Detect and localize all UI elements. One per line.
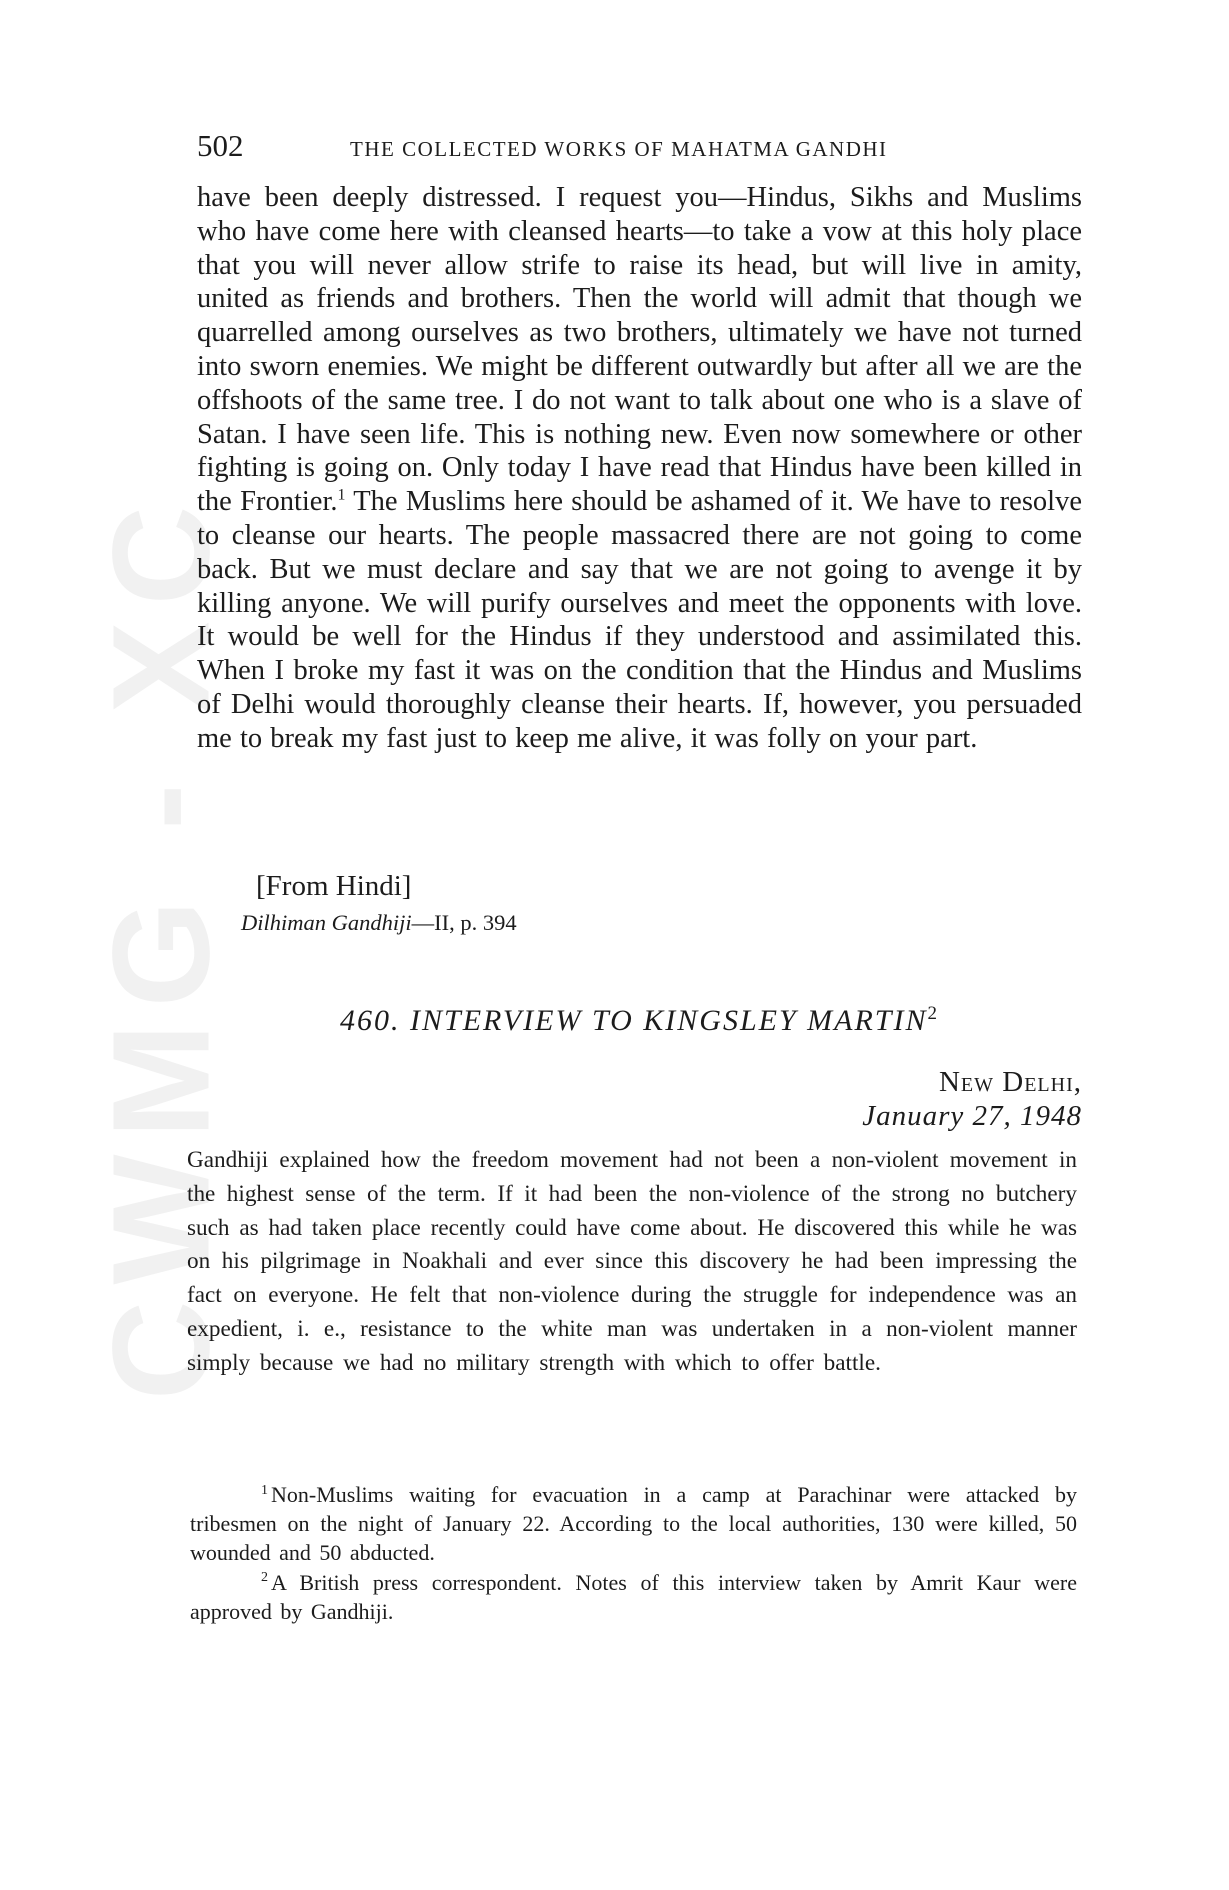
footnote-ref-1: 1 <box>337 486 346 504</box>
source-citation <box>241 910 517 936</box>
article-heading <box>197 1004 1082 1038</box>
interview-paragraph: Gandhiji explained how the freedom movement had not been a non-violent movement in the highest sense of the term. If it had been the non-violence of the strong no butchery such as had taken place recently could have come about. He discovered this while he was on his pilgrimage in Noakhali and ever since this discovery he had been impressing the fact on everyone. He felt that non-violence during the struggle for independence was an expedient, i. e., resistance to the white man was undertaken in a non-violent manner simply because we had no military strength with which to offer battle. <box>187 1147 1077 1376</box>
speech-text-part-1: have been deeply distressed. I request you—Hindus, Sikhs and Muslims who have come here with cleansed hearts—to take a vow at this holy place that you will never allow strife to raise its head, but will live in amity, united as friends and brothers. Then the world will admit that though we quarrelled among ourselves as two brothers, ultimately we have not turned into sworn enemies. We might be different outwardly but after all we are the offshoots of the same tree. I do not want to talk about one who is a slave of Satan. I have seen life. This is nothing new. Even now somewhere or other fighting is going on. Only today I have read that Hindus have been killed in the Frontier. <box>197 182 1082 518</box>
speech-paragraph <box>197 181 1082 756</box>
watermark-text: CWMG - XC <box>84 489 239 1401</box>
footnote-1-mark: 1 <box>261 1482 268 1498</box>
article-heading-text: 460. INTERVIEW TO KINGSLEY MARTIN <box>340 1004 928 1037</box>
citation-page: —II, p. 394 <box>411 910 517 935</box>
dateline-place: New Delhi, <box>938 1066 1082 1098</box>
running-head <box>197 128 1082 168</box>
footnotes <box>190 1480 1077 1626</box>
page-number: 502 <box>197 128 244 163</box>
footnote-2 <box>190 1568 1077 1626</box>
citation-title: Dilhiman Gandhiji <box>241 910 412 935</box>
footnote-2-mark: 2 <box>261 1570 268 1586</box>
book-title: THE COLLECTED WORKS OF MAHATMA GANDHI <box>350 137 888 161</box>
source-language-note: [From Hindi] <box>256 870 412 902</box>
dateline-date: January 27, 1948 <box>862 1100 1082 1132</box>
footnote-1-text: Non-Muslims waiting for evacuation in a camp at Parachinar were attacked by tribesmen on the night of January 22. According to the local authorities, 130 were killed, 50 wounded and 50 abducted. <box>190 1482 1077 1566</box>
footnote-ref-2: 2 <box>927 1003 939 1024</box>
footnote-2-text: A British press correspondent. Notes of this interview taken by Amrit Kaur were approved by Gandhiji. <box>190 1569 1077 1624</box>
footnote-1 <box>190 1480 1077 1568</box>
speech-text-part-2: The Muslims here should be ashamed of it. We have to resolve to cleanse our hearts. The people massacred there are not going to come back. But we must declare and say that we are not going to avenge it by killing anyone. We will purify ourselves and meet the opponents with love. It would be well for the Hindus if they understood and assimilated this. When I broke my fast it was on the condition that the Hindus and Muslims of Delhi would thoroughly cleanse their hearts. If, however, you persuaded me to break my fast just to keep me alive, it was folly on your part. <box>197 486 1082 754</box>
